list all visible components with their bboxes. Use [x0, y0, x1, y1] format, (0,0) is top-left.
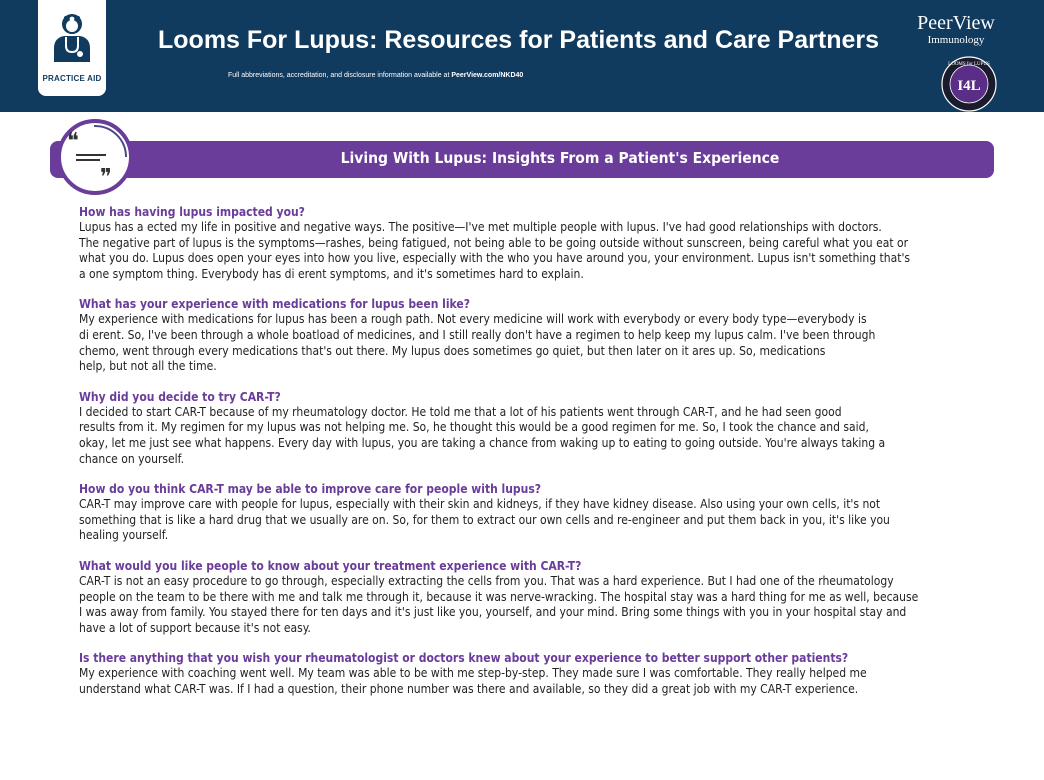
practice-aid-badge: [38, 0, 106, 96]
brand-sub: Immunology: [927, 34, 985, 46]
qa-block: [79, 205, 996, 282]
answer-line: understand what CAR-T was. If I had a question, their phone number was there and available, so they did a great job with my CAR-T experience.: [79, 681, 859, 696]
answer-line: chance on yourself.: [79, 451, 185, 466]
answer-line: people on the team to be there with me and talk me through it, because it was nerve-wracking. The hospital stay was a hard thing for me as well, because: [79, 589, 919, 604]
page-title: Looms For Lupus: Resources for Patients and Care Partners: [158, 26, 879, 54]
answer-line: something that is like a hard drug that we usually are on. So, for them to extract our own cells and re-engineer and put them back in you, it's like you: [79, 512, 890, 527]
answer-line: CAR-T is not an easy procedure to go through, especially extracting the cells from you. That was a hard experience. But I had one of the rheumatology: [79, 573, 894, 588]
answer-line: a one symptom thing. Everybody has di erent symptoms, and it's sometimes hard to explain.: [79, 266, 584, 281]
answer-text: [79, 666, 996, 697]
question-heading: Why did you decide to try CAR-T?: [79, 389, 281, 404]
section-title: Living With Lupus: Insights From a Patient's Experience: [340, 149, 780, 167]
answer-line: results from it. My regimen for my lupus was not helping me. So, he thought this would be a good regimen for me. So, I took the chance and said,: [79, 420, 869, 435]
brand-name: PeerView: [917, 12, 995, 34]
looms-for-lupus-seal: [941, 56, 997, 112]
qa-content: [79, 205, 996, 712]
quote-marks-icon: [56, 118, 134, 196]
answer-line: I decided to start CAR-T because of my rheumatology doctor. He told me that a lot of his patients went through CAR-T, and he had seen good: [79, 404, 842, 419]
answer-line: chemo, went through every medications that's out there. My lupus does sometimes go quiet, but then later on it ares up. So, medications: [79, 343, 826, 358]
disclosure-link[interactable]: PeerView.com/NKD40: [451, 72, 524, 79]
answer-text: [79, 574, 996, 636]
header-band: [0, 0, 1044, 112]
doctor-stethoscope-icon: [50, 12, 94, 62]
svg-text:LOOMS for LUPUS: LOOMS for LUPUS: [948, 62, 990, 67]
qa-block: [79, 297, 996, 374]
answer-line: My experience with medications for lupus has been a rough path. Not every medicine will work with everybody or every body type—everybody is: [79, 312, 867, 327]
svg-text:❞: ❞: [100, 164, 112, 189]
question-heading: Is there anything that you wish your rheumatologist or doctors knew about your experience to better support other patients?: [79, 651, 849, 666]
badge-label: PRACTICE AID: [42, 74, 102, 83]
svg-text:❝: ❝: [67, 128, 79, 153]
qa-block: [79, 559, 996, 636]
qa-block: [79, 482, 996, 544]
question-heading: How has having lupus impacted you?: [79, 205, 305, 219]
qa-block: [79, 390, 996, 467]
answer-line: have a lot of support because it's not easy.: [79, 620, 311, 635]
peerview-logo: [900, 12, 1012, 46]
answer-line: what you do. Lupus does open your eyes into how you live, especially with the who you have around you, your environment. Lupus isn't something that's: [79, 251, 911, 266]
qa-block: [79, 651, 996, 697]
answer-text: [79, 405, 996, 467]
disclosure-text: Full abbreviations, accreditation, and disclosure information available at: [228, 72, 452, 79]
answer-line: I was away from family. You stayed there for ten days and it's just like you, yourself, and your mind. Bring some things with you in your hospital stay and: [79, 605, 907, 620]
answer-line: Lupus has a ected my life in positive and negative ways. The positive—I've met multiple people with lupus. I've had good relationships with doctors.: [79, 220, 882, 234]
answer-line: healing yourself.: [79, 528, 169, 543]
answer-line: My experience with coaching went well. My team was able to be with me step-by-step. They made sure I was comfortable. They really helped me: [79, 666, 867, 681]
answer-line: The negative part of lupus is the symptoms—rashes, being fatigued, not being able to be going outside without sunscreen, being careful what you eat or: [79, 235, 909, 250]
question-heading: What has your experience with medications for lupus been like?: [79, 297, 470, 312]
question-heading: How do you think CAR-T may be able to improve care for people with lupus?: [79, 482, 542, 497]
answer-text: [79, 312, 996, 374]
answer-text: [79, 220, 996, 282]
disclosure-note: [228, 72, 523, 79]
answer-line: di erent. So, I've been through a whole boatload of medicines, and I still really don't have a regimen to help keep my lupus calm. I've been through: [79, 327, 876, 342]
svg-text:I4L: I4L: [957, 78, 981, 94]
answer-line: CAR-T may improve care with people for lupus, especially with their skin and kidneys, if they have kidney disease. Also using your own cells, it's not: [79, 497, 881, 512]
answer-line: help, but not all the time.: [79, 359, 217, 374]
answer-text: [79, 497, 996, 544]
answer-line: okay, let me just see what happens. Every day with lupus, you are taking a chance from waking up to eating to going outside. You're always taking a: [79, 435, 886, 450]
question-heading: What would you like people to know about your treatment experience with CAR-T?: [79, 558, 582, 573]
